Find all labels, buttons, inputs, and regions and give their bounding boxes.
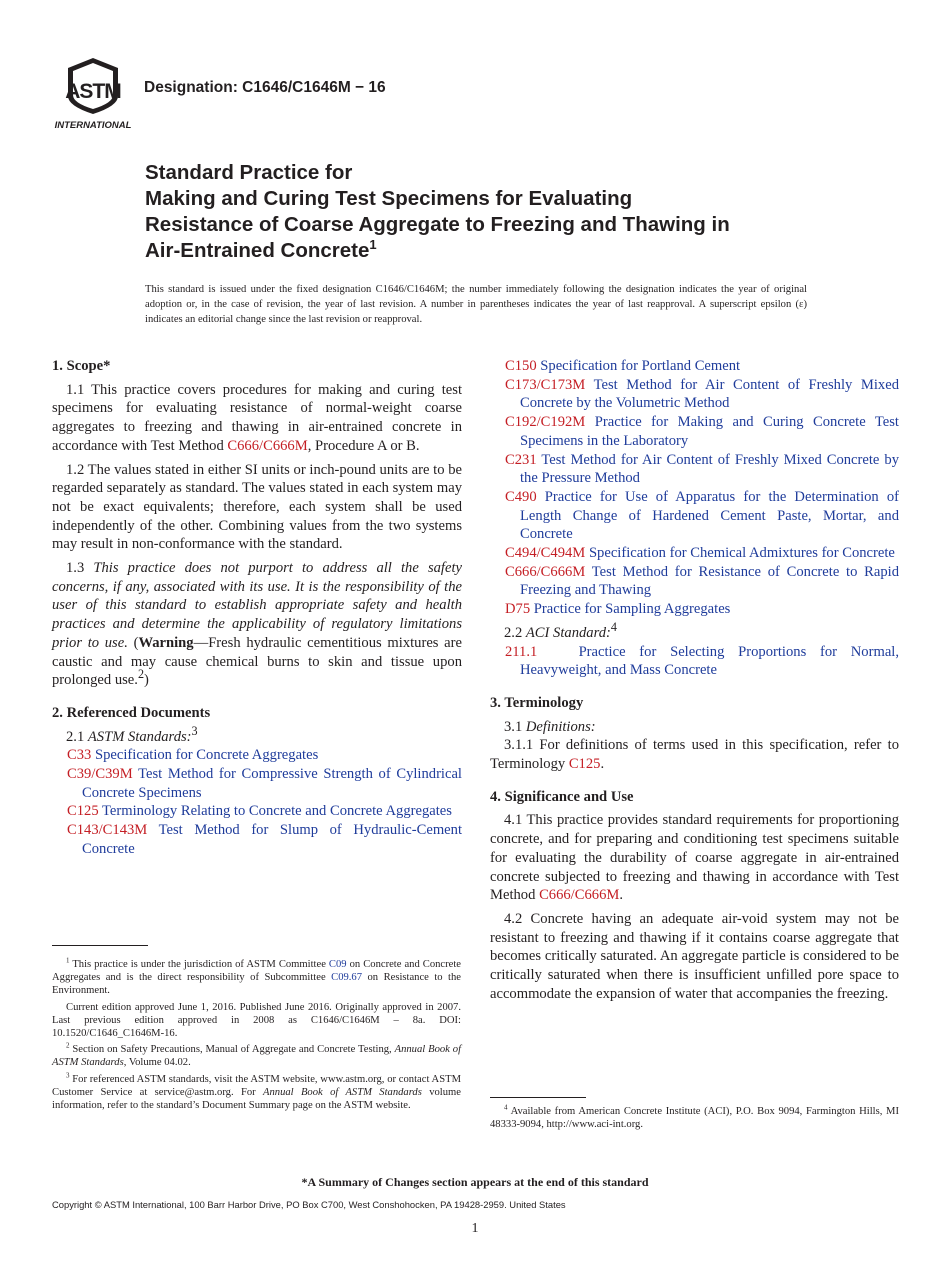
paragraph-1-3: 1.3 This practice does not purport to address all the safety concerns, if any, associated with its use. It is the responsibility of the user of this standard to establish appropriate safety and health practices and determine the applicability of regulatory limitations prior to use. (Warning—Fresh hydraulic cementitious mixtures are caustic and may cause chemical burns to skin and tissue upon prolonged use.$^2$)	[52, 560, 462, 689]
section-heading-terminology: 3. Terminology	[490, 694, 584, 711]
summary-of-changes-note: *A Summary of Changes section appears at the end of this standard	[301, 1175, 649, 1189]
ref-c33[interactable]: C33 Specification for Concrete Aggregates	[67, 747, 319, 764]
footnote-1: $^1$ This practice is under the jurisdiction of ASTM Committee C09 on Concrete and Concrete Aggregates and is the direct responsibility of Subcommittee C09.67 on Resistance to the Environment.	[52, 956, 462, 997]
footnote-rule-right	[490, 1097, 586, 1098]
page-number: 1	[471, 1221, 479, 1236]
astm-standards-label: 2.1 ASTM Standards:$^3$	[66, 723, 198, 745]
definitions-label: 3.1 Definitions:	[504, 718, 596, 735]
footnote-2: $^2$ Section on Safety Precautions, Manual of Aggregate and Concrete Testing, Annual Book of ASTM Standards, Volume 04.02.	[52, 1041, 462, 1069]
section-heading-scope: 1. Scope*	[52, 358, 111, 374]
title-line-2: Making and Curing Test Specimens for Evaluating	[145, 187, 633, 210]
paragraph-1-2: 1.2 The values stated in either SI units or inch-pound units are to be regarded separately as standard. The values stated in each system may not be exact equivalents; therefore, each system shall be used independently of the other. Combining values from the two systems may result in non-conformance with the standard.	[52, 461, 462, 553]
astm-logo	[52, 56, 134, 132]
link-c666-2[interactable]: C666/C666M	[539, 887, 620, 904]
aci-standard-label: 2.2 ACI Standard:$^4$	[504, 619, 617, 641]
paragraph-4-1: 4.1 This practice provides standard requirements for proportioning concrete, and for preparing and conditioning test specimens suitable for evaluating the durability of coarse aggregate in air-entrained concrete subjected to freezing and thawing in accordance with Test Method C666/C666M.	[490, 812, 899, 904]
astm-logo-mark	[52, 56, 134, 132]
issuance-statement: This standard is issued under the fixed designation C1646/C1646M; the number immediately following the designation indicates the year of original adoption or, in the case of revision, the year of last revision. A number in parentheses indicates the year of last reapproval. A superscript epsilon (ε) indicates an editorial change since the last revision or reapproval.	[145, 284, 807, 325]
title-footnote-mark: 1	[369, 237, 377, 253]
ref-aci-211-1[interactable]: 211.1 Practice for Selecting Proportions for Normal, Heavyweight, and Mass Concrete	[505, 643, 899, 679]
ref-c231[interactable]: C231 Test Method for Air Content of Freshly Mixed Concrete by the Pressure Method	[505, 451, 899, 487]
paragraph-3-1-1: 3.1.1 For definitions of terms used in this specification, refer to Terminology C125.	[490, 737, 899, 773]
section-heading-significance: 4. Significance and Use	[490, 788, 634, 805]
footnote-1-approval: Current edition approved June 1, 2016. Published June 2016. Originally approved in 2007. Last previous edition approved in 2008 as C1646/C1646M – 8a. DOI: 10.1520/C1646_C1646M-16.	[52, 1001, 461, 1040]
title-line-4: Air-Entrained Concrete$^1$	[145, 237, 377, 262]
paragraph-4-2: 4.2 Concrete having an adequate air-void system may not be resistant to freezing and thawing if it contains coarse aggregate that becomes critically saturated. An aggregate particle is considered to be critically saturated when there is insufficient unfilled pore space to accommodate the expansion of water that accompanies the freezing.	[490, 910, 899, 1002]
footnotes-left	[52, 958, 461, 1115]
ref-c39[interactable]: C39/C39M Test Method for Compressive Strength of Cylindrical Concrete Specimens	[67, 766, 462, 801]
section-heading-referenced-documents: 2. Referenced Documents	[52, 704, 211, 721]
footnotes-right	[490, 1105, 899, 1134]
ref-c173[interactable]: C173/C173M Test Method for Air Content of Freshly Mixed Concrete by the Volumetric Method	[505, 376, 899, 412]
footnote-4: $^4$ Available from American Concrete Institute (ACI), P.O. Box 9094, Farmington Hills, MI 48333-9094, http://www.aci-int.org.	[490, 1103, 899, 1131]
ref-c494[interactable]: C494/C494M Specification for Chemical Admixtures for Concrete	[505, 545, 895, 562]
left-column	[52, 357, 462, 859]
paragraph-1-1: 1.1 This practice covers procedures for making and curing test specimens for evaluating resistance of normal-weight coarse aggregates to freezing and thawing in air-entrained concrete in accordance with Test Method C666/C666M, Procedure A or B.	[52, 381, 462, 454]
ref-c192[interactable]: C192/C192M Practice for Making and Curing Concrete Test Specimens in the Laboratory	[505, 414, 899, 449]
svg-text:ASTM: ASTM	[65, 80, 121, 103]
right-column	[490, 357, 899, 1004]
ref-d75[interactable]: D75 Practice for Sampling Aggregates	[505, 601, 731, 618]
footnote-3: $^3$ For referenced ASTM standards, visit the ASTM website, www.astm.org, or contact ASTM Customer Service at service@astm.org. For Annual Book of ASTM Standards volume information, refer to the standard’s Document Summary page on the ASTM website.	[52, 1071, 461, 1112]
ref-c150[interactable]: C150 Specification for Portland Cement	[505, 358, 741, 374]
ref-c125[interactable]: C125 Terminology Relating to Concrete and Concrete Aggregates	[67, 803, 452, 820]
footnote-rule-left	[52, 945, 148, 946]
link-c125[interactable]: C125	[568, 756, 601, 773]
svg-text:INTERNATIONAL: INTERNATIONAL	[54, 120, 132, 131]
ref-c490[interactable]: C490 Practice for Use of Apparatus for the Determination of Length Change of Hardened Cement Paste, Mortar, and Concrete	[505, 488, 899, 543]
copyright-notice: Copyright © ASTM International, 100 Barr Harbor Drive, PO Box C700, West Conshohocken, PA 19428-2959. United States	[52, 1199, 566, 1210]
ref-c666[interactable]: C666/C666M Test Method for Resistance of Concrete to Rapid Freezing and Thawing	[505, 563, 900, 599]
title-line-1: Standard Practice for	[145, 161, 353, 184]
link-c09[interactable]: C09	[328, 959, 347, 970]
ref-c143[interactable]: C143/C143M Test Method for Slump of Hydraulic-Cement Concrete	[67, 822, 462, 857]
link-c666[interactable]: C666/C666M	[227, 437, 308, 454]
title-line-3: Resistance of Coarse Aggregate to Freezing and Thawing in	[145, 213, 730, 236]
link-c09-67[interactable]: C09.67	[331, 972, 363, 984]
designation: Designation: C1646/C1646M − 16	[144, 79, 386, 96]
document-title	[145, 160, 865, 264]
